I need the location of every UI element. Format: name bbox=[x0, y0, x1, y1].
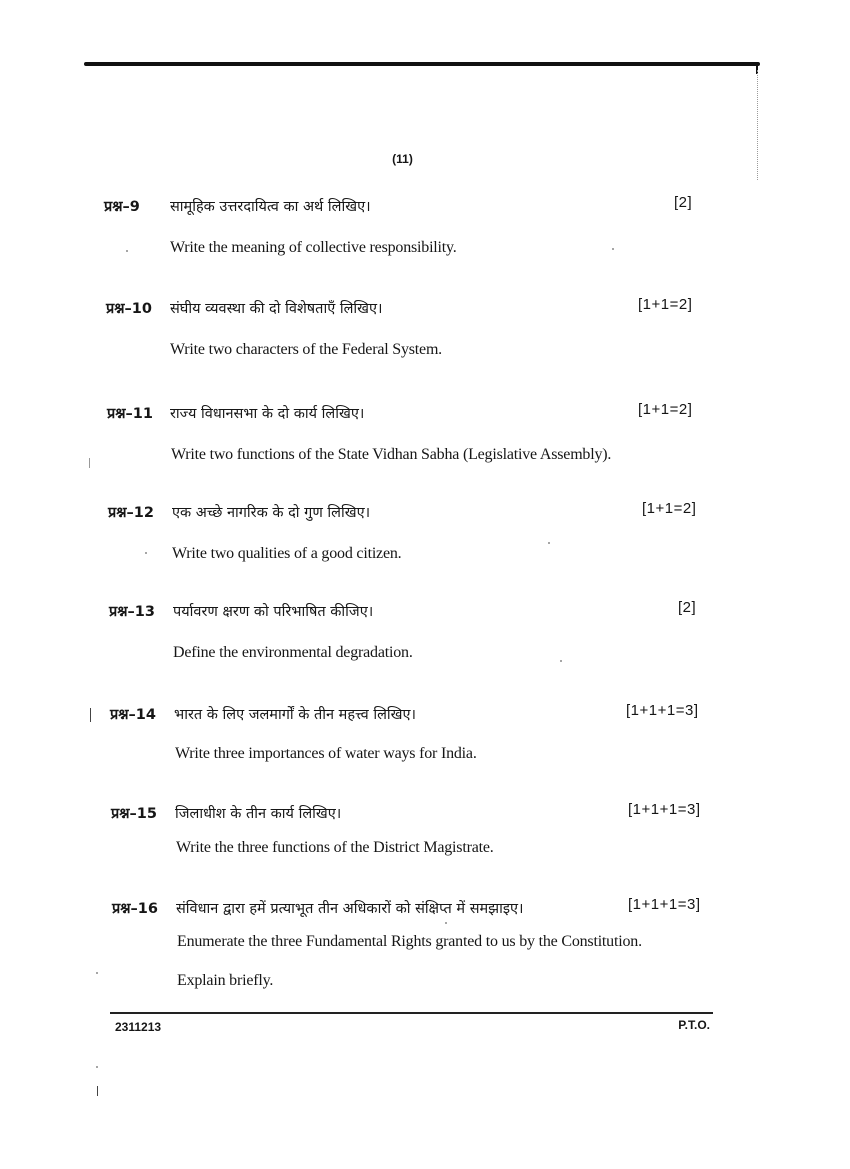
question-12 bbox=[0, 502, 850, 582]
question-10 bbox=[0, 298, 850, 378]
question-number: प्रश्न–12 bbox=[108, 505, 154, 521]
question-number: प्रश्न–15 bbox=[111, 806, 157, 822]
question-text-hindi: संविधान द्वारा हमें प्रत्याभूत तीन अधिकारों को संक्षिप्त में समझाइए। bbox=[176, 901, 524, 917]
footer-rule bbox=[110, 1012, 713, 1014]
question-15 bbox=[0, 803, 850, 883]
question-text-english: Write two qualities of a good citizen. bbox=[172, 545, 402, 562]
question-text-hindi: संघीय व्यवस्था की दो विशेषताएँ लिखिए। bbox=[170, 301, 383, 317]
question-marks: [1+1+1=3] bbox=[628, 801, 701, 818]
scan-margin-mark bbox=[89, 458, 90, 468]
scan-speck bbox=[96, 1066, 98, 1068]
question-marks: [2] bbox=[674, 194, 693, 211]
question-text-hindi: पर्यावरण क्षरण को परिभाषित कीजिए। bbox=[173, 604, 374, 620]
question-marks: [1+1+1=3] bbox=[626, 702, 699, 719]
scan-speck bbox=[445, 922, 447, 924]
question-marks: [2] bbox=[678, 599, 697, 616]
question-text-english: Write the meaning of collective responsibility. bbox=[170, 239, 457, 256]
question-11 bbox=[0, 403, 850, 483]
question-number: प्रश्न–10 bbox=[106, 301, 152, 317]
scan-speck bbox=[96, 972, 98, 974]
question-14 bbox=[0, 704, 850, 784]
question-16 bbox=[0, 898, 850, 998]
question-marks: [1+1+1=3] bbox=[628, 896, 701, 913]
question-marks: [1+1=2] bbox=[642, 500, 697, 517]
question-text-english: Enumerate the three Fundamental Rights granted to us by the Constitution. bbox=[177, 933, 642, 950]
question-marks: [1+1=2] bbox=[638, 296, 693, 313]
paper-code: 2311213 bbox=[115, 1020, 162, 1034]
question-text-english: Define the environmental degradation. bbox=[173, 644, 413, 661]
question-text-hindi: एक अच्छे नागरिक के दो गुण लिखिए। bbox=[172, 505, 371, 521]
scan-margin-mark bbox=[97, 1086, 98, 1096]
question-text-hindi: राज्य विधानसभा के दो कार्य लिखिए। bbox=[170, 406, 365, 422]
question-text-hindi: जिलाधीश के तीन कार्य लिखिए। bbox=[175, 806, 342, 822]
page-number: (11) bbox=[392, 152, 413, 166]
question-number: प्रश्न–13 bbox=[109, 604, 155, 620]
question-13 bbox=[0, 601, 850, 681]
please-turn-over: P.T.O. bbox=[678, 1018, 710, 1032]
scan-margin-mark bbox=[90, 708, 91, 722]
question-text-hindi: सामूहिक उत्तरदायित्व का अर्थ लिखिए। bbox=[170, 199, 371, 215]
question-text-english: Write two functions of the State Vidhan Sabha (Legislative Assembly). bbox=[171, 446, 612, 463]
scan-speck bbox=[560, 660, 562, 662]
question-number: प्रश्न–14 bbox=[110, 707, 156, 723]
question-text-english: Write two characters of the Federal System. bbox=[170, 341, 442, 358]
question-number: प्रश्न–16 bbox=[112, 901, 158, 917]
question-text-english-line-2: Explain briefly. bbox=[177, 972, 274, 989]
scan-speck bbox=[145, 552, 147, 554]
question-number: प्रश्न–11 bbox=[107, 406, 153, 422]
question-text-english: Write three importances of water ways for India. bbox=[175, 745, 477, 762]
question-text-english: Write the three functions of the District Magistrate. bbox=[176, 839, 494, 856]
scan-speck bbox=[612, 248, 614, 250]
question-number: प्रश्न–9 bbox=[104, 199, 140, 215]
scan-speck bbox=[548, 542, 550, 544]
top-rule bbox=[84, 62, 760, 66]
question-9 bbox=[0, 196, 850, 276]
scan-speck bbox=[126, 250, 128, 252]
question-text-hindi: भारत के लिए जलमार्गों के तीन महत्त्व लिखिए। bbox=[174, 707, 417, 723]
question-marks: [1+1=2] bbox=[638, 401, 693, 418]
